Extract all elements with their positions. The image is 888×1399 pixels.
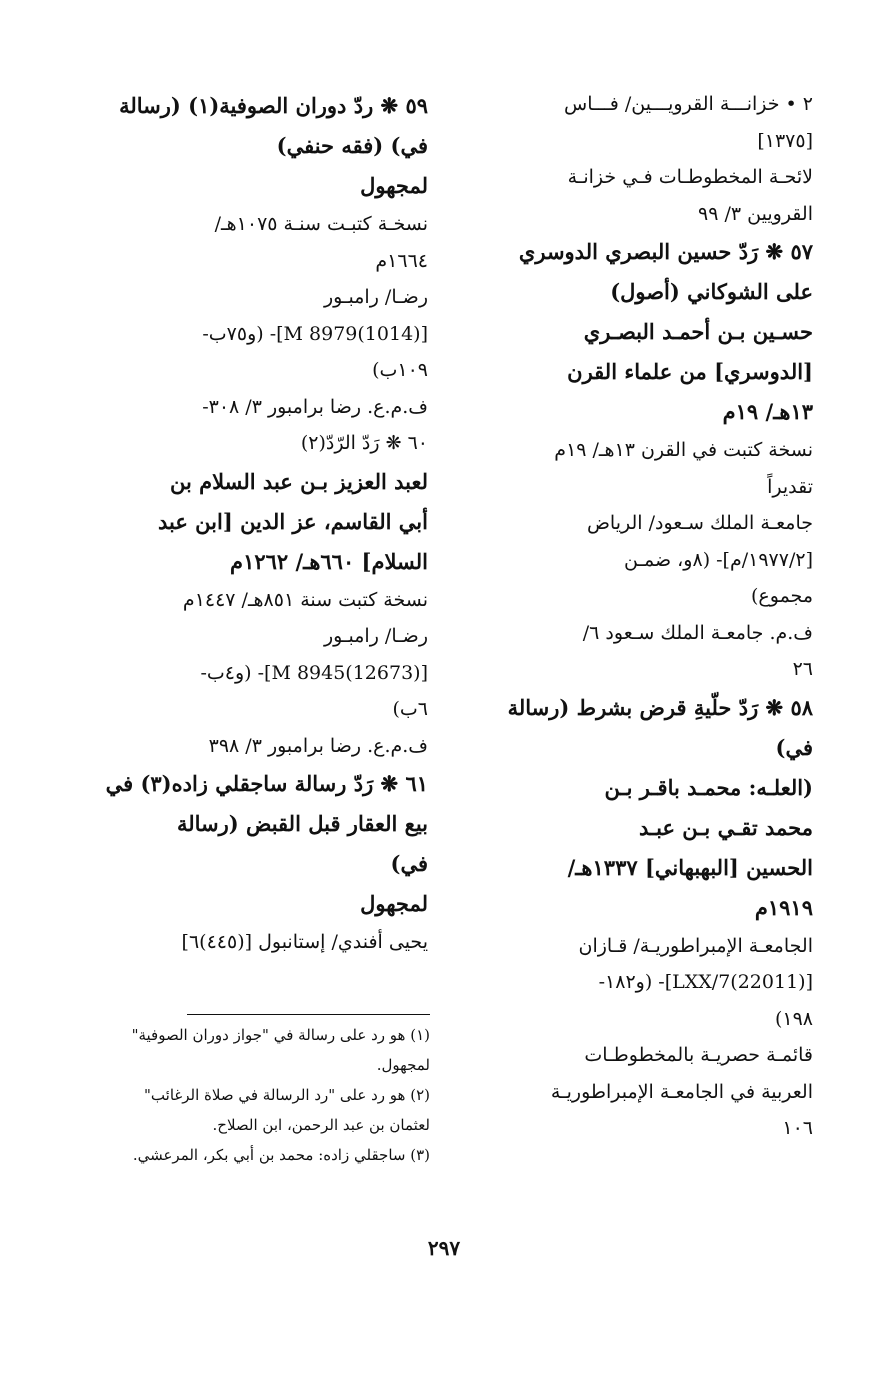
list-item: نسخة كتبت سنة ٨٥١هـ/ ١٤٤٧م [182,588,428,611]
entry-heading: على الشوكاني (أصول) [610,279,813,304]
entry-heading: ٦١ ❋ رَدّ رسالة ساجقلي زاده(٣) في [105,771,428,796]
list-item: [M 8945(12673)]- (و٤ب- [200,661,428,684]
entry-heading: في) (فقه حنفي) [276,133,428,158]
entry-author: لمجهول [360,891,428,916]
entry-heading: في) [775,734,813,760]
list-item: ف.م. جامعـة الملك سـعود ٦/ [582,621,813,644]
footnote: لمجهول. [376,1056,430,1074]
list-item: يحيى أفندي/ إستانبول [(٤٤٥)٦] [181,931,428,953]
left-column [92,86,428,961]
entry-heading: ٦٠ ❋ رَدّ الرّدّ(٢) [300,432,428,454]
list-item: تقديراً [767,475,813,498]
footnote: (١) هو رد على رسالة في "جواز دوران الصوفية" [131,1026,430,1044]
list-item: لائحـة المخطوطـات فـي خزانـة [567,166,813,188]
entry-author: (العلـه: محمـد باقـر بـن [604,774,813,800]
list-item: ١٩٨) [774,1007,813,1030]
list-item: ٢ • خزانـــة القرويـــين/ فـــاس [564,93,813,115]
footnote-divider [187,1014,430,1015]
entry-heading: ٥٩ ❋ ردّ دوران الصوفية(١) (رسالة [119,93,428,118]
list-item: ٢٦ [792,658,813,680]
list-item: رضـا/ رامبـور [323,286,428,308]
list-item: ٦ب) [392,698,428,720]
footnote: لعثمان بن عبد الرحمن، ابن الصلاح. [212,1116,430,1134]
list-item: ١٠٦ [782,1117,813,1139]
list-item: نسخـة كتبـت سنـة ١٠٧٥هـ/ [214,213,428,235]
entry-author: ١٩١٩م [754,894,813,920]
entry-author: لعبد العزيز بـن عبد السلام بن [169,468,428,494]
list-item: [LXX/7(22011)]- (و١٨٢- [598,971,813,993]
page-number: ٢٩٧ [427,1236,461,1260]
footnote: (٢) هو رد على "رد الرسالة في صلاة الرغائب" [144,1086,430,1104]
entry-heading: في) [390,851,428,876]
list-item: رضـا/ رامبـور [323,625,428,647]
footnotes [92,1020,430,1170]
list-item: الجامعـة الإمبراطوريـة/ قـازان [578,934,813,957]
list-item: قائمـة حصريـة بالمخطوطـات [584,1044,813,1066]
entry-author: أبي القاسم، عز الدين [ابن عبد [157,508,428,534]
list-item: نسخة كتبت في القرن ١٣هـ/ ١٩م [554,439,813,461]
entry-heading: ٥٧ ❋ رَدّ حسين البصري الدوسري [518,239,813,264]
entry-heading: ٥٨ ❋ رَدّ حلّيةِ قرض بشرط (رسالة [507,694,813,720]
list-item: [M 8979(1014)]- (و٧٥ب- [202,322,428,345]
entry-author: [الدوسري] من علماء القرن [567,359,813,384]
footnote: (٣) ساجقلي زاده: محمد بن أبي بكر، المرعشي. [132,1146,430,1164]
entry-author: لمجهول [360,173,428,198]
list-item: مجموع) [751,585,813,607]
list-item: ١٠٩ب) [372,359,428,381]
entry-author: حسـين بـن أحمـد البصـري [583,319,813,344]
entry-author: السلام] ٦٦٠هـ/ ١٢٦٢م [230,548,428,574]
entry-heading: بيع العقار قبل القبض (رسالة [176,811,428,836]
list-item: [١٩٧٧/٢/م]- (٨و، ضمـن [623,548,813,571]
list-item: ف.م.ع. رضا برامبور ٣/ ٣٠٨- [202,395,428,418]
list-item: ١٦٦٤م [375,249,428,272]
entry-author: محمد تقـي بـن عبـد [638,814,813,840]
list-item: [١٣٧٥] [757,129,813,152]
list-item: ف.م.ع. رضا برامبور ٣/ ٣٩٨ [208,734,428,757]
list-item: العربية في الجامعـة الإمبراطوريـة [550,1080,813,1103]
list-item: القرويين ٣/ ٩٩ [698,202,813,225]
list-item: جامعـة الملك سـعود/ الرياض [586,512,813,534]
entry-author: الحسين [البهبهاني] ١٣٣٧هـ/ [567,854,813,880]
entry-author: ١٣هـ/ ١٩م [722,399,813,424]
right-column [468,86,813,1147]
